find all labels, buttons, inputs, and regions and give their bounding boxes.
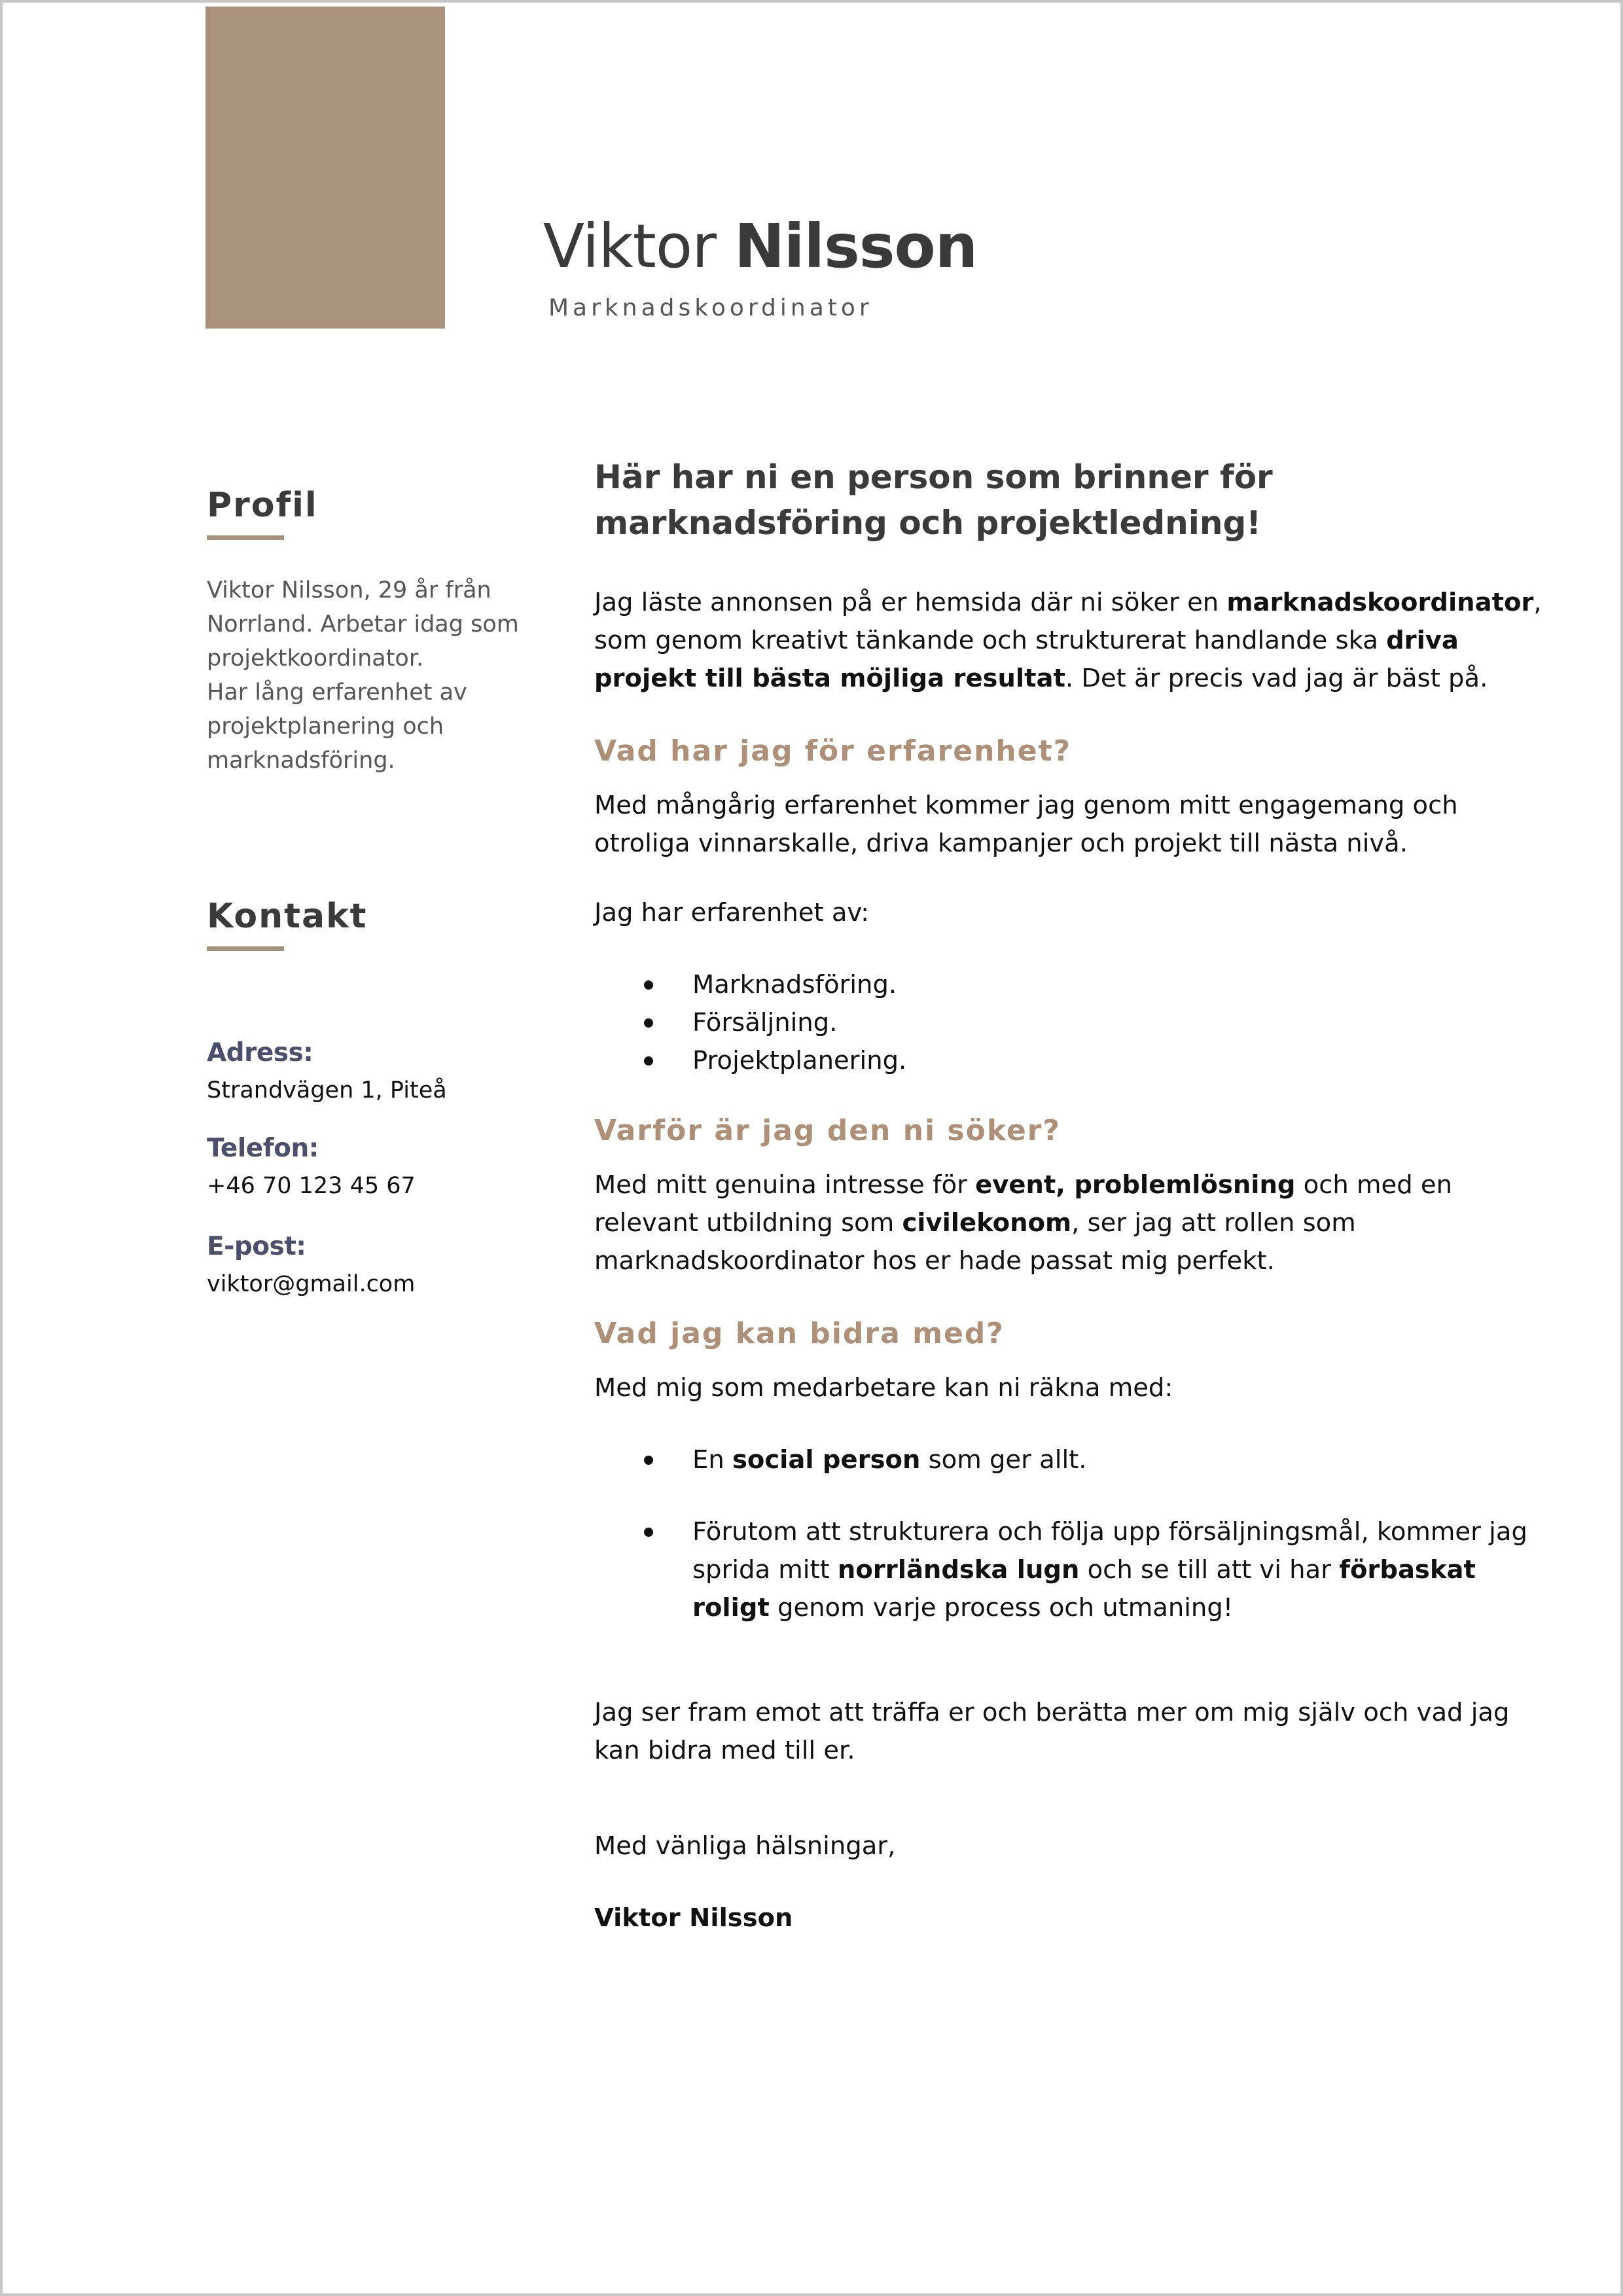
last-name: Nilsson <box>734 211 978 281</box>
signoff-text: Med vänliga hälsningar, <box>594 1831 896 1861</box>
list-item <box>594 1441 1550 1479</box>
profile-line: Har lång erfarenhet av projektplanering och marknadsföring. <box>207 679 467 774</box>
contact-heading: Kontakt <box>207 897 368 936</box>
why-text: , ser jag att rollen som marknadskoordinator hos er hade passat mig perfekt. <box>594 1208 1356 1276</box>
phone-label: Telefon: <box>207 1134 319 1163</box>
contribute-intro: Med mig som medarbetare kan ni räkna med: <box>594 1373 1173 1403</box>
phone-value: +46 70 123 45 67 <box>207 1173 416 1199</box>
intro-text: , som genom kreativt tänkande och strukturerat handlande ska <box>594 588 1542 655</box>
address-label: Adress: <box>207 1038 313 1067</box>
applicant-name <box>543 211 977 283</box>
why-text: och med en relevant utbildning som <box>594 1170 1452 1238</box>
contact-heading-underline <box>207 946 284 951</box>
intro-bold-goal: driva projekt till bästa möjliga resultat <box>594 626 1459 693</box>
profile-heading-underline <box>207 535 284 540</box>
why-bold-interests: event, problemlösning <box>975 1170 1296 1200</box>
why-paragraph <box>594 1166 1550 1280</box>
job-title: Marknadskoordinator <box>548 295 873 321</box>
experience-list <box>594 966 1550 1080</box>
item-text: Förutom att strukturera och följa upp försäljningsmål, kommer jag sprida mitt <box>692 1517 1527 1585</box>
email-value: viktor@gmail.com <box>207 1271 416 1297</box>
experience-heading: Vad har jag för erfarenhet? <box>594 734 1072 768</box>
item-text: genom varje process och utmaning! <box>769 1593 1234 1623</box>
item-bold: norrländska lugn <box>837 1555 1080 1585</box>
item-bold: social person <box>732 1445 921 1475</box>
profile-line: Viktor Nilsson, 29 år från Norrland. Arbetar idag som projektkoordinator. <box>207 577 519 672</box>
item-text: En <box>692 1445 732 1475</box>
intro-paragraph <box>594 584 1550 698</box>
intro-text: Jag läste annonsen på er hemsida där ni söker en <box>594 588 1227 617</box>
experience-paragraph: Med mångårig erfarenhet kommer jag genom mitt engagemang och otroliga vinnarskalle, driva kampanjer och projekt till nästa nivå. <box>594 791 1458 858</box>
signature-name: Viktor Nilsson <box>594 1903 793 1933</box>
why-heading: Varför är jag den ni söker? <box>594 1114 1061 1147</box>
list-item: Försäljning. <box>594 1004 1550 1042</box>
first-name: Viktor <box>543 211 716 281</box>
item-text: som ger allt. <box>920 1445 1087 1475</box>
intro-bold-role: marknadskoordinator <box>1226 588 1534 617</box>
contribute-heading: Vad jag kan bidra med? <box>594 1317 1005 1350</box>
email-label: E-post: <box>207 1232 306 1261</box>
experience-list-intro: Jag har erfarenhet av: <box>594 898 870 927</box>
profile-heading: Profil <box>207 486 318 525</box>
why-text: Med mitt genuina intresse för <box>594 1170 976 1200</box>
letter-body <box>594 454 1550 1937</box>
lead-heading: Här har ni en person som brinner för marknadsföring och projektledning! <box>594 458 1273 542</box>
profile-text <box>207 573 547 778</box>
intro-text: . Det är precis vad jag är bäst på. <box>1065 664 1488 693</box>
closing-paragraph: Jag ser fram emot att träffa er och berätta mer om mig själv och vad jag kan bidra med till er. <box>594 1698 1510 1765</box>
contribute-list <box>594 1441 1550 1627</box>
list-item <box>594 1513 1550 1627</box>
list-item: Projektplanering. <box>594 1042 1550 1080</box>
item-bold: förbaskat roligt <box>692 1555 1476 1623</box>
photo-placeholder <box>205 7 445 329</box>
list-item: Marknadsföring. <box>594 966 1550 1004</box>
why-bold-degree: civilekonom <box>902 1208 1072 1238</box>
item-text: och se till att vi har <box>1079 1555 1340 1585</box>
address-value: Strandvägen 1, Piteå <box>207 1077 447 1103</box>
